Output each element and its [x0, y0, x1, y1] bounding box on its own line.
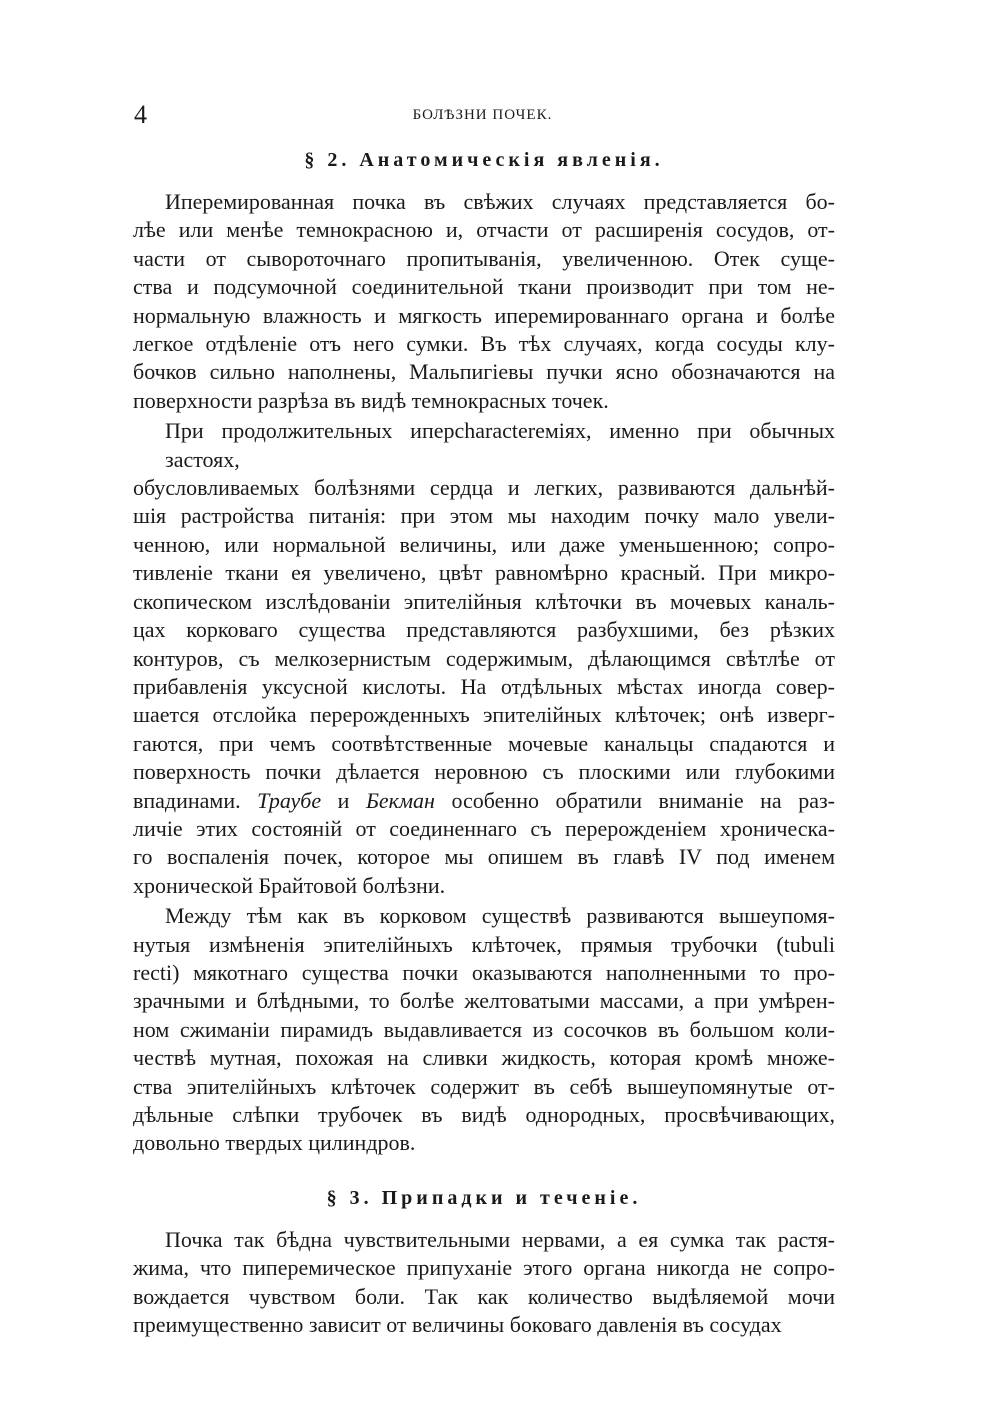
text-line: чествѣ мутная, похожая на сливки жидкость, которая кромѣ множе- [133, 1045, 835, 1071]
page-number: 4 [134, 100, 147, 129]
text-line: скопическом изслѣдованіи эпителiйныя клѣточки въ мочевых каналь- [133, 588, 835, 614]
section-heading: § 3. Припадки и теченіе. [326, 1186, 642, 1209]
text-line: бочков сильно наполнены, Мальпигіевы пучки ясно обозначаются на [133, 359, 835, 385]
text-line: обусловливаемых болѣзнями сердца и легких, развиваются дальнѣй- [133, 475, 835, 501]
text-line: преимущественно зависит от величины боковаго давленія въ сосудах [133, 1312, 782, 1338]
text-line: довольно твердых цилиндров. [133, 1130, 416, 1156]
text-line: При продолжительных иперcharacterемiях, именно при обычных застоях, [165, 418, 835, 472]
text-line: прибавленія уксусной кислоты. На отдѣльных мѣстах иногда совер- [133, 673, 835, 699]
text-line: дѣльные слѣпки трубочек въ видѣ однородных, просвѣчивающих, [133, 1102, 835, 1127]
text-line: шается отслойка перерожденныхъ эпителiйных клѣточек; онѣ изверг- [133, 702, 835, 728]
text-line: поверхности разрѣза въ видѣ темнокрасных точек. [133, 387, 609, 413]
paragraph [133, 188, 835, 415]
text-line: зрачными и блѣдными, то болѣе желтоватыми массами, а при умѣрен- [133, 988, 835, 1014]
text-segment: и [321, 787, 366, 813]
text-line: Почка так бѣдна чувствительными нервами, а ея сумка так растя- [165, 1226, 835, 1252]
section-heading: § 2. Анатомическія явленія. [304, 149, 664, 171]
text-line: цах корковаго существа представляются разбухшими, без рѣзких [133, 617, 835, 643]
text-line [133, 787, 835, 815]
text-line: контуров, съ мелкозернистым содержимым, дѣлающимся свѣтлѣе от [133, 645, 835, 671]
text-line: нутыя измѣненія эпителiйныхъ клѣточек, прямыя трубочки (tubuli [133, 931, 835, 957]
page-body [133, 146, 835, 1339]
text-line: легкое отдѣленіе отъ него сумки. Въ тѣх случаях, когда сосуды клу- [133, 331, 835, 357]
text-line: жима, что пиперемическое припуханіе этого органа никогда не сопро- [133, 1255, 835, 1281]
italic-name: Бекман [365, 787, 435, 813]
text-line: вождается чувством боли. Так как количество выдѣляемой мочи [133, 1283, 835, 1309]
text-line: ченною, или нормальной величины, или даже уменьшенною; сопро- [133, 531, 835, 557]
text-line: ства и подсумочной соединительной ткани производит при том не- [133, 274, 835, 300]
text-line: личіе этих состояній от соединеннаго съ перерожденіем хроническа- [133, 815, 835, 841]
text-line: Между тѣм как въ корковом существѣ развиваются вышеупомя- [165, 903, 835, 929]
paragraph [133, 902, 835, 1158]
text-line: recti) мякотнаго существа почки оказываются наполненными то про- [133, 959, 835, 985]
text-line: хронической Брайтовой болѣзни. [133, 872, 446, 898]
text-line: го воспаленія почек, которое мы опишем въ главѣ IV под именем [133, 844, 835, 870]
text-line: поверхность почки дѣлается неровною съ плоскими или глубокими [133, 759, 835, 785]
italic-name: Траубе [257, 787, 322, 813]
text-line: части от сывороточнаго пропитыванія, увеличенною. Отек суще- [133, 245, 835, 271]
text-line: ства эпителiйныхъ клѣточек содержит въ себѣ вышеупомянутые от- [133, 1073, 835, 1099]
text-segment: впадинами. [133, 787, 258, 813]
paragraph [133, 1226, 835, 1340]
text-line: ном сжиманіи пирамидъ выдавливается из сосочков въ большом коли- [133, 1016, 835, 1042]
paragraph [133, 417, 835, 900]
text-line: тивленіе ткани ея увеличено, цвѣт равномѣрно красный. При микро- [133, 560, 835, 586]
text-line: шія растройства питанія: при этом мы находим почку мало увели- [133, 503, 835, 529]
text-line: нормальную влажность и мягкость иперемированнаго органа и болѣе [133, 302, 835, 328]
running-title: БОЛѢЗНИ ПОЧЕК. [412, 107, 553, 123]
text-line: гаются, при чемъ соотвѣтственные мочевые канальцы спадаются и [133, 730, 835, 756]
text-line: Иперемированная почка въ свѣжих случаях представляется бо- [165, 189, 835, 214]
text-segment: особенно обратили вниманіе на раз- [434, 787, 835, 813]
text-line: лѣе или менѣе темнокрасною и, отчасти от расширенія сосудов, от- [133, 217, 835, 243]
running-header [130, 100, 835, 130]
